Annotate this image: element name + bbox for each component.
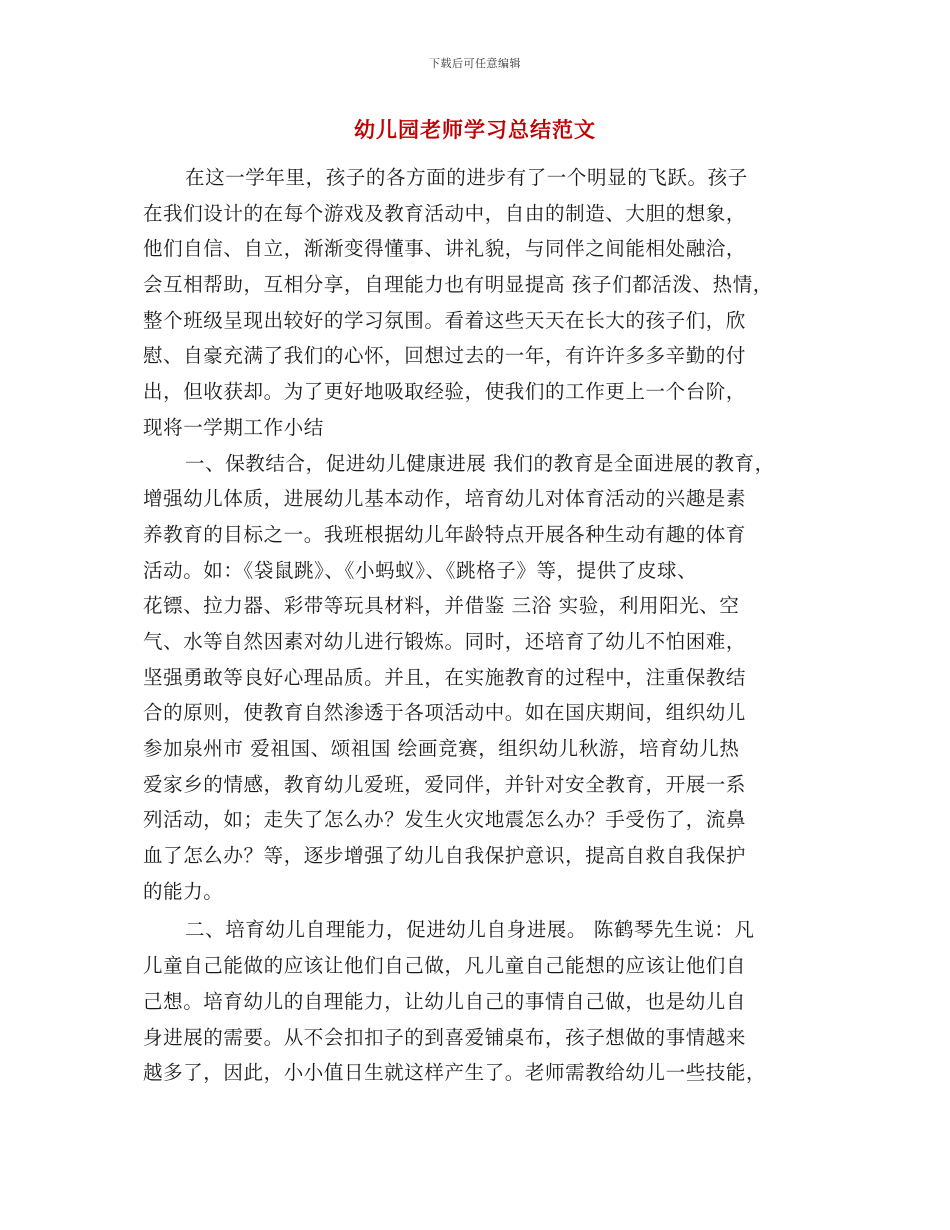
paragraph-2-line: 爱家乡的情感，教育幼儿爱班，爱同伴，并针对安全教育，开展一系 <box>143 772 747 796</box>
paragraph-1-line: 出，但收获却。为了更好地吸取经验，使我们的工作更上一个台阶， <box>143 380 747 404</box>
page-header-note: 下载后可任意编辑 <box>429 57 521 70</box>
paragraph-3-line: 身进展的需要。从不会扣扣子的到喜爱铺桌布，孩子想做的事情越来 <box>143 1025 747 1049</box>
paragraph-1-line: 在这一学年里，孩子的各方面的进步有了一个明显的飞跃。孩子 <box>185 166 748 189</box>
paragraph-3-line: 己想。培育幼儿的自理能力，让幼儿自己的事情自己做，也是幼儿自 <box>143 989 747 1013</box>
paragraph-1-line: 他们自信、自立，渐渐变得懂事、讲礼貌，与同伴之间能相处融洽， <box>143 237 747 261</box>
paragraph-2-line: 花镖、拉力器、彩带等玩具材料，并借鉴 三浴 实验，利用阳光、空 <box>143 594 740 618</box>
paragraph-2-line: 参加泉州市 爱祖国、颂祖国 绘画竞赛，组织幼儿秋游，培育幼儿热 <box>143 737 740 760</box>
paragraph-2-line: 的能力。 <box>143 879 224 903</box>
paragraph-2-line: 血了怎么办？等，逐步增强了幼儿自我保护意识，提高自救自我保护 <box>143 844 747 868</box>
paragraph-2-line: 合的原则，使教育自然渗透于各项活动中。如在国庆期间，组织幼儿 <box>143 701 747 725</box>
paragraph-2-line: 增强幼儿体质，进展幼儿基本动作，培育幼儿对体育活动的兴趣是素 <box>143 487 747 511</box>
paragraph-2-line: 一、保教结合，促进幼儿健康进展 我们的教育是全面进展的教育， <box>185 451 775 475</box>
paragraph-3-line: 二、培育幼儿自理能力，促进幼儿自身进展。 陈鹤琴先生说：凡 <box>185 918 755 942</box>
paragraph-2-line: 坚强勇敢等良好心理品质。并且，在实施教育的过程中，注重保教结 <box>143 665 747 689</box>
paragraph-1-line: 现将一学期工作小结 <box>143 415 324 439</box>
paragraph-2-line: 列活动，如；走失了怎么办？发生火灾地震怎么办？手受伤了，流鼻 <box>143 808 747 832</box>
paragraph-2-line: 养教育的目标之一。我班根据幼儿年龄特点开展各种生动有趣的体育 <box>143 522 747 546</box>
paragraph-2-line: 活动。如：《袋鼠跳》、《小蚂蚁》、《跳格子》等，提供了皮球、 <box>143 558 698 582</box>
paragraph-3-line: 儿童自己能做的应该让他们自己做，凡儿童自己能想的应该让他们自 <box>143 954 747 978</box>
paragraph-1-line: 整个班级呈现出较好的学习氛围。看着这些天天在长大的孩子们，欣 <box>143 308 747 332</box>
paragraph-1-line: 会互相帮助，互相分享，自理能力也有明显提高 孩子们都活泼、热情， <box>143 273 773 297</box>
document-body <box>143 160 823 1091</box>
document-title: 幼儿园老师学习总结范文 <box>354 117 596 142</box>
paragraph-1-line: 在我们设计的在每个游戏及教育活动中，自由的制造、大胆的想象， <box>143 201 747 225</box>
paragraph-2-line: 气、水等自然因素对幼儿进行锻炼。同时，还培育了幼儿不怕困难， <box>143 629 747 653</box>
paragraph-3-line: 越多了，因此，小小值日生就这样产生了。老师需教给幼儿一些技能， <box>143 1061 767 1085</box>
paragraph-1-line: 慰、自豪充满了我们的心怀，回想过去的一年，有许许多多辛勤的付 <box>143 344 747 368</box>
